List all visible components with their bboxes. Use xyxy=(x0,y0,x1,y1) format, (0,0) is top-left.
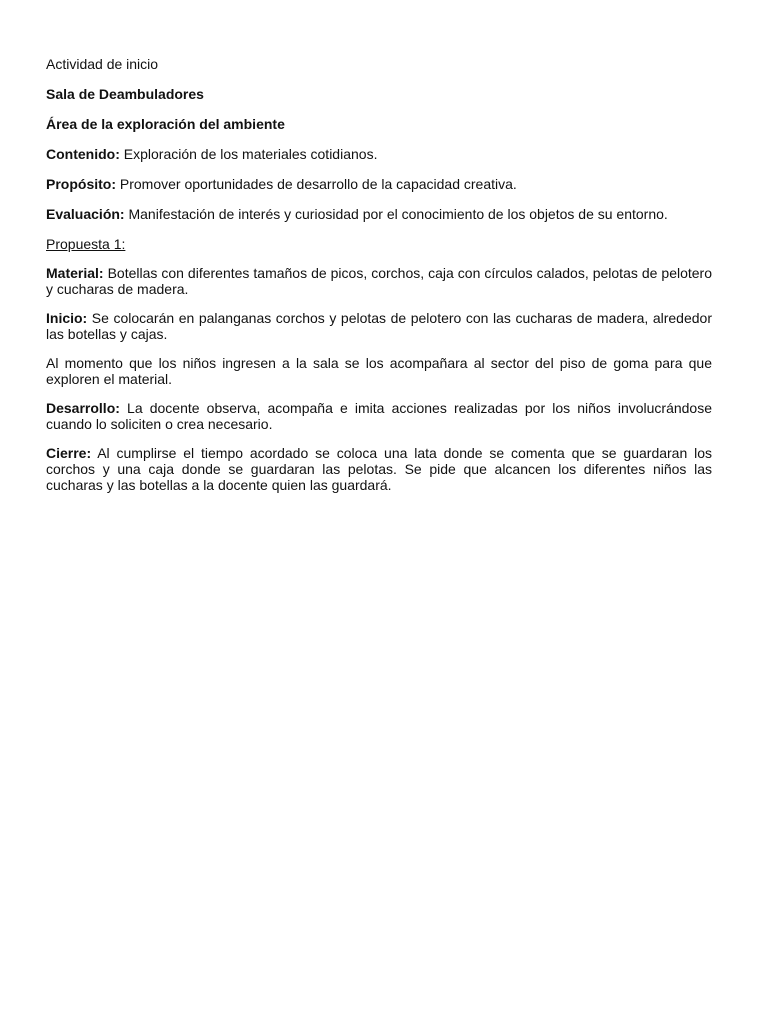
evaluacion-paragraph xyxy=(46,206,712,222)
propuesta-heading: Propuesta 1: xyxy=(46,236,126,252)
inicio-text: Se colocarán en palanganas corchos y pelotas de pelotero con las cucharas de madera, alrededor las botellas y cajas. xyxy=(46,310,712,342)
inicio-label: Inicio: xyxy=(46,310,88,326)
evaluacion-text: Manifestación de interés y curiosidad por el conocimiento de los objetos de su entorno. xyxy=(124,206,668,222)
area-title: Área de la exploración del ambiente xyxy=(46,116,285,132)
material-paragraph xyxy=(46,265,712,297)
proposito-text: Promover oportunidades de desarrollo de la capacidad creativa. xyxy=(116,176,517,192)
desarrollo-label: Desarrollo: xyxy=(46,400,120,416)
activity-heading: Actividad de inicio xyxy=(46,56,159,72)
cierre-label: Cierre: xyxy=(46,445,92,461)
material-label: Material: xyxy=(46,265,104,281)
contenido-label: Contenido: xyxy=(46,146,120,162)
material-text: Botellas con diferentes tamaños de picos, corchos, caja con círculos calados, pelotas de pelotero y cucharas de madera. xyxy=(46,265,712,297)
inicio-paragraph xyxy=(46,310,712,342)
evaluacion-label: Evaluación: xyxy=(46,206,125,222)
desarrollo-paragraph xyxy=(46,400,712,432)
contenido-paragraph xyxy=(46,146,712,162)
desarrollo-text: La docente observa, acompaña e imita acciones realizadas por los niños involucrándose cuando lo soliciten o crea necesario. xyxy=(46,400,712,432)
cierre-text: Al cumplirse el tiempo acordado se coloca una lata donde se comenta que se guardaran los corchos y una caja donde se guardaran las pelotas. Se pide que alcancen los diferentes niños las cucharas y las botellas a la docente quien las guardará. xyxy=(46,445,712,493)
cierre-paragraph xyxy=(46,445,712,493)
contenido-text: Exploración de los materiales cotidianos. xyxy=(119,146,378,162)
room-title: Sala de Deambuladores xyxy=(46,86,204,102)
momento-paragraph: Al momento que los niños ingresen a la sala se los acompañara al sector del piso de goma para que exploren el material. xyxy=(46,355,712,387)
proposito-paragraph xyxy=(46,176,712,192)
proposito-label: Propósito: xyxy=(46,176,116,192)
